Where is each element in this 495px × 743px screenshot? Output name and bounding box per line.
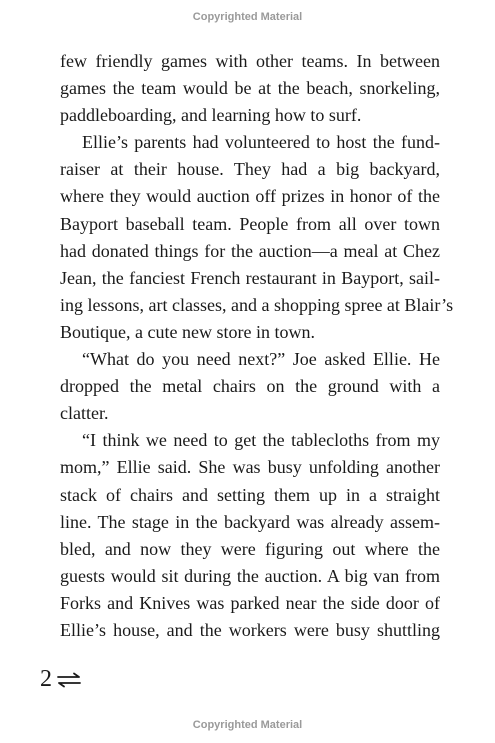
body-line: games the team would be at the beach, snorkeling,	[60, 78, 440, 99]
body-line: “I think we need to get the tablecloths from my	[82, 430, 440, 451]
body-line: raiser at their house. They had a big backyard,	[60, 159, 440, 180]
body-line: Ellie’s parents had volunteered to host the fund-	[82, 132, 440, 153]
body-line: bled, and now they were figuring out where the	[60, 538, 440, 559]
copyright-footer: Copyrighted Material	[192, 719, 303, 731]
swap-arrows-icon	[56, 672, 82, 688]
body-line: Forks and Knives was parked near the side door of	[60, 592, 440, 613]
body-line: guests would sit during the auction. A big van from	[60, 565, 440, 586]
body-line: Jean, the fanciest French restaurant in Bayport, sail-	[60, 267, 440, 288]
body-line: dropped the metal chairs on the ground with a	[60, 376, 440, 397]
body-line: line. The stage in the backyard was already assem-	[60, 511, 440, 532]
body-line: stack of chairs and setting them up in a straight	[60, 484, 440, 505]
body-line: had donated things for the auction—a meal at Chez	[60, 240, 440, 261]
page-body-text	[60, 48, 454, 644]
body-line: where they would auction off prizes in honor of the	[60, 186, 440, 207]
body-line: few friendly games with other teams. In between	[60, 51, 440, 71]
body-line: Ellie’s house, and the workers were busy shuttling	[60, 619, 440, 640]
page-number-block	[40, 666, 82, 693]
body-line: paddleboarding, and learning how to surf.	[60, 105, 362, 126]
body-line: ing lessons, art classes, and a shopping spree at Blair’s	[60, 294, 454, 315]
page-number: 2	[40, 666, 52, 692]
body-line: Bayport baseball team. People from all over town	[60, 213, 440, 234]
body-line: mom,” Ellie said. She was busy unfolding another	[60, 457, 440, 478]
body-line: “What do you need next?” Joe asked Ellie. He	[82, 349, 440, 370]
copyright-header: Copyrighted Material	[192, 11, 303, 23]
body-line: clatter.	[60, 403, 109, 424]
body-line: Boutique, a cute new store in town.	[60, 321, 315, 342]
